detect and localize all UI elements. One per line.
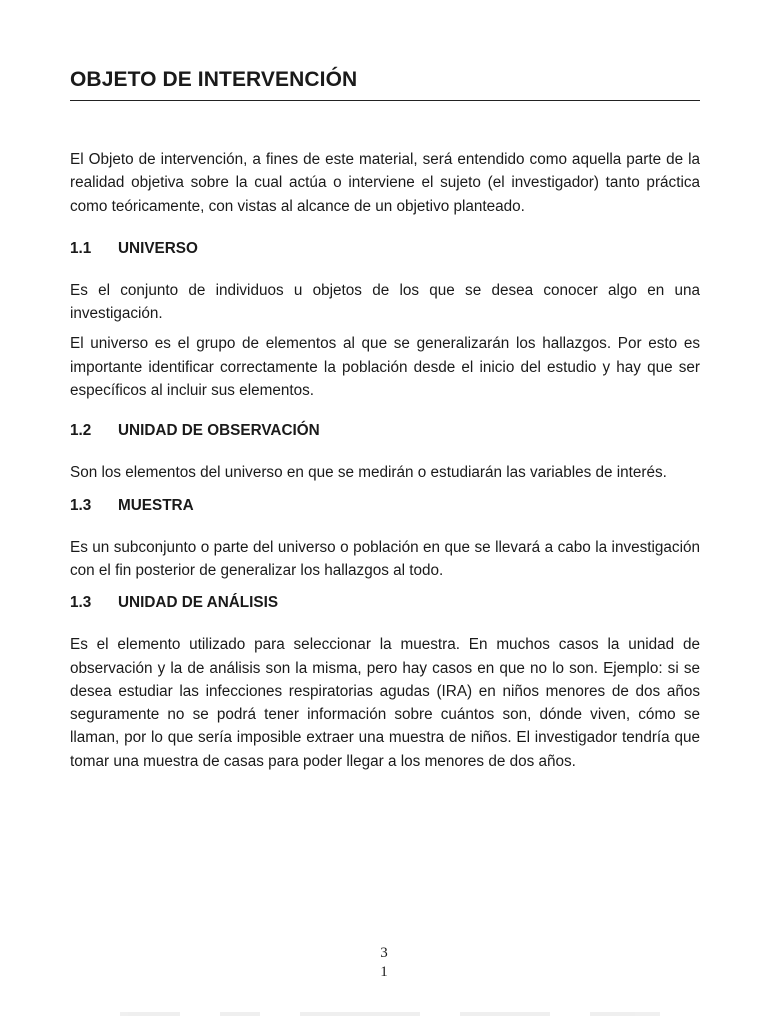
section-number: 1.3 (70, 594, 92, 612)
page-number-line-1: 3 (380, 945, 388, 961)
section-title: UNIDAD DE OBSERVACIÓN (118, 422, 320, 440)
section-number: 1.3 (70, 496, 92, 514)
section-title: MUESTRA (118, 496, 194, 514)
section-paragraph: El universo es el grupo de elementos al que se generalizarán los hallazgos. Por esto es importante identificar correctamente la población desde el inicio del estudio y hay que ser específicos al incluir sus elementos. (70, 335, 700, 400)
intro-paragraph: El Objeto de intervención, a fines de este material, será entendido como aquella parte de la realidad objetiva sobre la cual actúa o interviene el sujeto (el investigador) tanto práctica como teóricamente, con vistas al alcance de un objetivo planteado. (70, 151, 700, 215)
section-paragraph: Es un subconjunto o parte del universo o población en que se llevará a cabo la investigación con el fin posterior de generalizar los hallazgos al todo. (70, 538, 700, 579)
section-paragraph: Es el elemento utilizado para seleccionar la muestra. En muchos casos la unidad de observación y la de análisis son la misma, pero hay casos en que no lo son. Ejemplo: si se desea estudiar las infecciones respiratorias agudas (IRA) en niños menores de dos años seguramente no se podrá tener información sobre cuántos son, dónde viven, cómo se llaman, por lo que sería imposible extraer una muestra de niños. El investigador tendría que tomar una muestra de casas para poder llegar a los menores de dos años. (70, 636, 700, 770)
section-paragraph: Son los elementos del universo en que se medirán o estudiarán las variables de interés. (70, 464, 667, 482)
section-heading-unidad-analisis (70, 592, 700, 614)
section-heading-muestra (70, 495, 700, 517)
section-title: UNIVERSO (118, 239, 198, 257)
page-number-line-2: 1 (380, 964, 388, 980)
section-number: 1.2 (70, 422, 92, 440)
section-paragraph: Es el conjunto de individuos u objetos de los que se desea conocer algo en una investigación. (70, 281, 700, 323)
page-number (374, 944, 394, 982)
section-heading-unidad-observacion (70, 420, 700, 442)
section-heading-universo (70, 238, 700, 260)
footer-bleed-through (120, 1012, 660, 1018)
page-title: OBJETO DE INTERVENCIÓN (70, 66, 700, 101)
document-page (70, 66, 700, 773)
section-number: 1.1 (70, 239, 92, 257)
section-title: UNIDAD DE ANÁLISIS (118, 594, 279, 612)
